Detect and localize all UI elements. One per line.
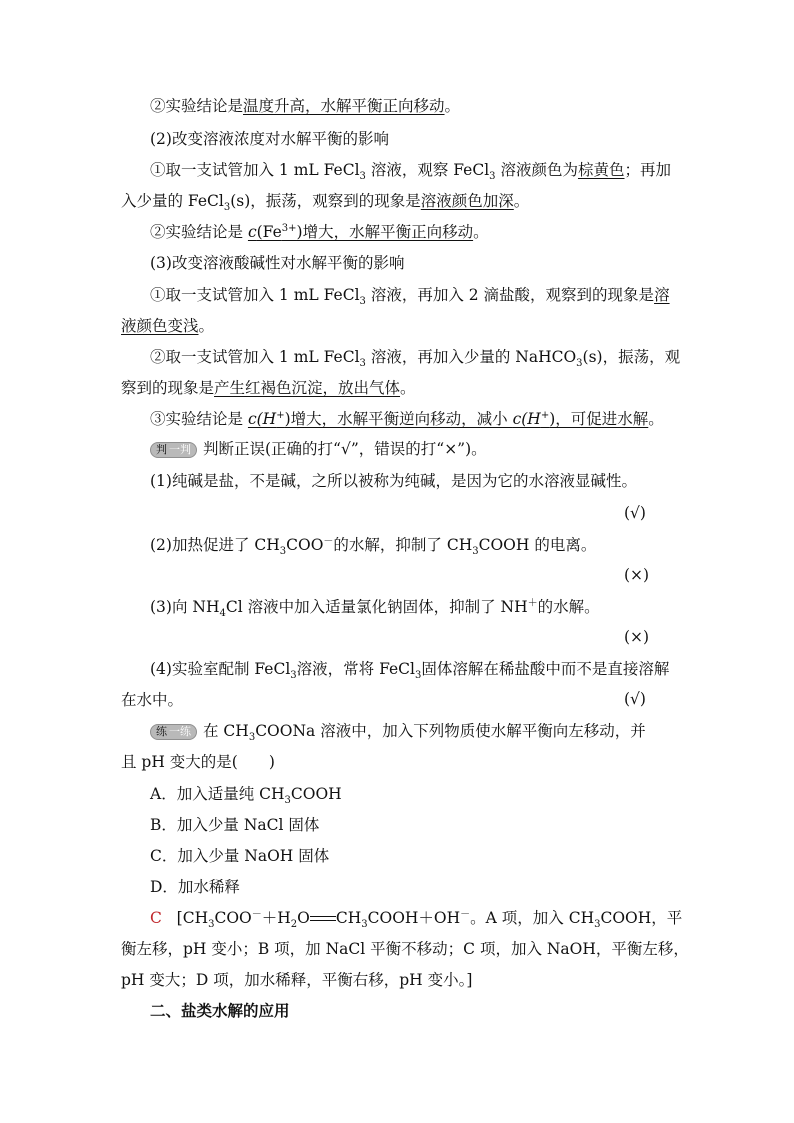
judge-a4: (√) xyxy=(624,690,646,708)
section-heading: 二、盐类水解的应用 xyxy=(150,1001,290,1020)
option-d: D．加水稀释 xyxy=(150,878,240,896)
explanation-line-1: C [$CH_3COO^-+H_2O$ $CH_3COOH+OH^-$。A 项，加入 $CH_3COOH$，平 xyxy=(150,908,683,931)
step-acidity-2b: 察到的现象是产生红褐色沉淀，放出气体。 xyxy=(121,379,416,397)
practice-stem-a: 练 一练 在 $CH_3COONa$ 溶液中，加入下列物质使水解平衡向左移动，并 xyxy=(150,721,646,741)
step-concentration-1b: 入少量的 FeCl$_3$(s)，振荡，观察到的现象是溶液颜色加深。 xyxy=(121,192,530,214)
explanation-line-2: 衡左移，pH 变小；B 项，加 NaCl 平衡不移动；C 项，加入 NaOH，平衡左移， xyxy=(121,940,689,958)
practice-stem-b: 且 pH 变大的是( ) xyxy=(121,753,275,771)
step-acidity-1b: 液颜色变浅。 xyxy=(121,317,215,335)
step-concentration-1a: ①取一支试管加入 1 mL FeCl$_3$ 溶液，观察 FeCl$_3$ 溶液颜色为棕黄色；再加 xyxy=(150,161,672,183)
step-acidity-1a: ①取一支试管加入 1 mL FeCl$_3$ 溶液，再加入 2 滴盐酸，观察到的现象是溶 xyxy=(150,286,670,308)
subheading-acidity: (3)改变溶液酸碱性对水解平衡的影响 xyxy=(150,254,405,272)
conclusion-temperature: ②实验结论是温度升高，水解平衡正向移动。 xyxy=(150,97,461,115)
explanation-line-3: pH 变大；D 项，加水稀释，平衡右移，pH 变小。] xyxy=(121,971,473,989)
equilibrium-arrow-icon xyxy=(310,915,336,923)
conclusion-concentration: ②实验结论是 $c(Fe^{3+})$增大，水解平衡正向移动。 xyxy=(150,222,489,241)
option-b: B．加入少量 NaCl 固体 xyxy=(150,816,320,834)
practice-badge: 练 一练 xyxy=(150,724,197,740)
subheading-concentration: (2)改变溶液浓度对水解平衡的影响 xyxy=(150,130,389,148)
judge-q1: (1)纯碱是盐，不是碱，之所以被称为纯碱，是因为它的水溶液显碱性。 xyxy=(150,472,637,490)
judge-q3: (3)向 $NH_4Cl$ 溶液中加入适量氯化钠固体，抑制了 NH＋的水解。 xyxy=(150,597,600,620)
option-a: A．加入适量纯 $CH_3COOH$ xyxy=(150,785,342,807)
judge-badge: 判 一判 xyxy=(150,442,197,458)
conclusion-acidity: ③实验结论是 c(H+)增大，水解平衡逆向移动，减小 c(H+)，可促进水解。 xyxy=(150,409,664,428)
judge-intro: 判 一判 判断正误(正确的打“√”，错误的打“×”)。 xyxy=(150,439,487,459)
judge-a1: (√) xyxy=(624,504,646,522)
judge-q4a: (4)实验室配制 FeCl$_3$溶液，常将 FeCl$_3$固体溶解在稀盐酸中而不是直接溶解 xyxy=(150,660,670,682)
judge-a3: (×) xyxy=(624,628,650,646)
judge-q4b: 在水中。 xyxy=(121,691,184,709)
judge-a2: (×) xyxy=(624,566,650,584)
judge-q2: (2)加热促进了 $CH_3COO^-$的水解，抑制了 $CH_3COOH$ 的电离。 xyxy=(150,535,597,558)
answer-letter: C xyxy=(150,909,162,927)
option-c: C．加入少量 NaOH 固体 xyxy=(150,847,330,865)
step-acidity-2a: ②取一支试管加入 1 mL FeCl$_3$ 溶液，再加入少量的 NaHCO$_3$(s)，振荡，观 xyxy=(150,348,681,370)
